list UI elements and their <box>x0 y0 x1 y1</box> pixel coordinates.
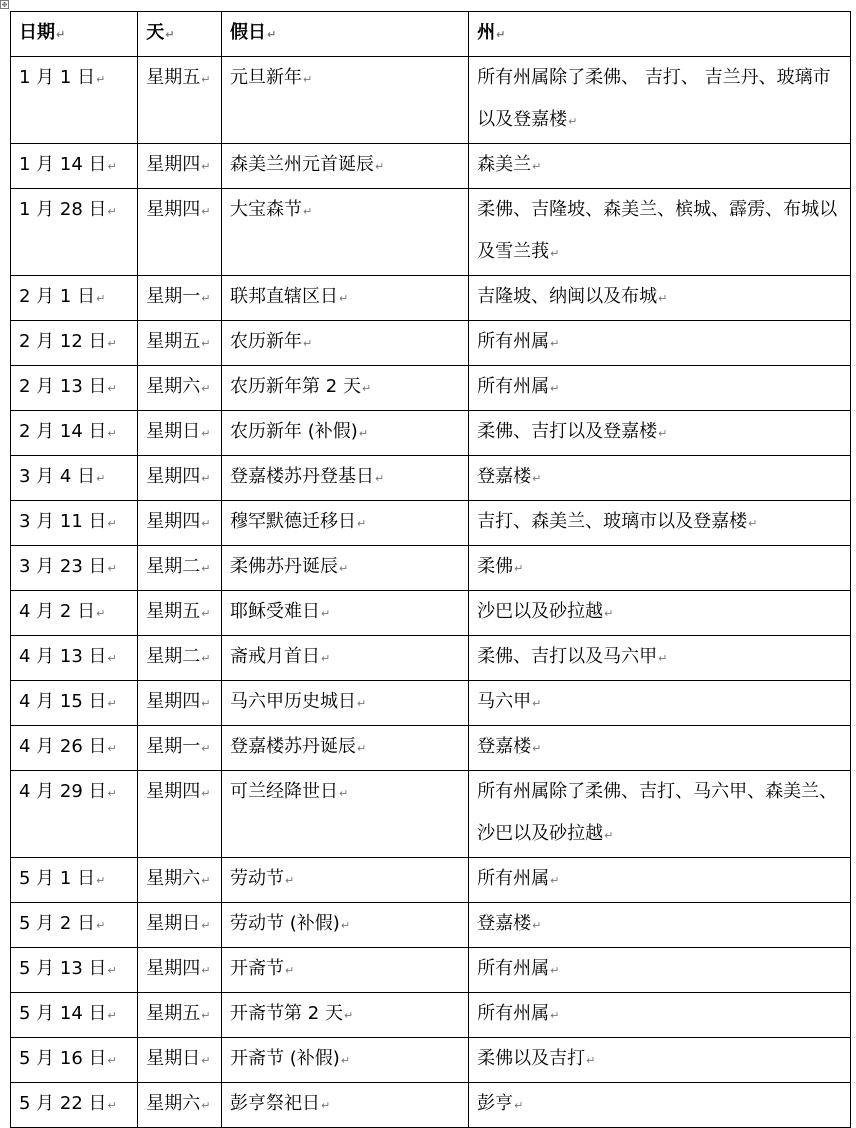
date-cell: 3 月 11 日↵ <box>11 501 138 546</box>
date-cell: 4 月 26 日↵ <box>11 726 138 771</box>
day-cell: 星期四↵ <box>138 948 222 993</box>
holiday-cell: 马六甲历史城日↵ <box>222 681 469 726</box>
date-cell: 4 月 13 日↵ <box>11 636 138 681</box>
table-row <box>11 321 851 366</box>
holiday-cell: 农历新年 (补假)↵ <box>222 411 469 456</box>
day-cell: 星期四↵ <box>138 501 222 546</box>
day-cell: 星期六↵ <box>138 858 222 903</box>
state-cell: 彭亨↵ <box>469 1083 851 1128</box>
header-state: 州↵ <box>469 12 851 57</box>
table-row <box>11 189 851 276</box>
day-cell: 星期五↵ <box>138 57 222 144</box>
state-cell: 吉打、森美兰、玻璃市以及登嘉楼↵ <box>469 501 851 546</box>
holiday-cell: 农历新年第 2 天↵ <box>222 366 469 411</box>
holiday-cell: 开斋节 (补假)↵ <box>222 1038 469 1083</box>
table-row <box>11 636 851 681</box>
state-cell: 所有州属除了柔佛、吉打、马六甲、森美兰、沙巴以及砂拉越↵ <box>469 771 851 858</box>
day-cell: 星期二↵ <box>138 546 222 591</box>
table-row <box>11 366 851 411</box>
date-cell: 3 月 23 日↵ <box>11 546 138 591</box>
state-cell: 柔佛以及吉打↵ <box>469 1038 851 1083</box>
state-cell: 所有州属↵ <box>469 321 851 366</box>
day-cell: 星期五↵ <box>138 591 222 636</box>
state-cell: 柔佛、吉打以及登嘉楼↵ <box>469 411 851 456</box>
state-cell: 所有州属除了柔佛、 吉打、 吉兰丹、玻璃市以及登嘉楼↵ <box>469 57 851 144</box>
holiday-cell: 穆罕默德迁移日↵ <box>222 501 469 546</box>
state-cell: 吉隆坡、纳闽以及布城↵ <box>469 276 851 321</box>
day-cell: 星期日↵ <box>138 411 222 456</box>
table-row <box>11 501 851 546</box>
state-cell: 柔佛↵ <box>469 546 851 591</box>
state-cell: 柔佛、吉隆坡、森美兰、槟城、霹雳、布城以及雪兰莪↵ <box>469 189 851 276</box>
date-cell: 5 月 16 日↵ <box>11 1038 138 1083</box>
date-cell: 2 月 12 日↵ <box>11 321 138 366</box>
holiday-cell: 农历新年↵ <box>222 321 469 366</box>
day-cell: 星期六↵ <box>138 1083 222 1128</box>
date-cell: 5 月 22 日↵ <box>11 1083 138 1128</box>
date-cell: 4 月 2 日↵ <box>11 591 138 636</box>
holiday-cell: 登嘉楼苏丹诞辰↵ <box>222 726 469 771</box>
holiday-cell: 可兰经降世日↵ <box>222 771 469 858</box>
day-cell: 星期四↵ <box>138 681 222 726</box>
holiday-cell: 开斋节↵ <box>222 948 469 993</box>
table-row <box>11 144 851 189</box>
holiday-cell: 劳动节↵ <box>222 858 469 903</box>
table-row <box>11 1083 851 1128</box>
holiday-cell: 斋戒月首日↵ <box>222 636 469 681</box>
date-cell: 4 月 29 日↵ <box>11 771 138 858</box>
table-row <box>11 858 851 903</box>
date-cell: 5 月 1 日↵ <box>11 858 138 903</box>
date-cell: 1 月 14 日↵ <box>11 144 138 189</box>
date-cell: 2 月 13 日↵ <box>11 366 138 411</box>
date-cell: 2 月 14 日↵ <box>11 411 138 456</box>
table-row <box>11 57 851 144</box>
holiday-cell: 柔佛苏丹诞辰↵ <box>222 546 469 591</box>
holiday-cell: 元旦新年↵ <box>222 57 469 144</box>
state-cell: 所有州属↵ <box>469 858 851 903</box>
state-cell: 马六甲↵ <box>469 681 851 726</box>
state-cell: 登嘉楼↵ <box>469 903 851 948</box>
state-cell: 柔佛、吉打以及马六甲↵ <box>469 636 851 681</box>
table-row <box>11 546 851 591</box>
table-row <box>11 276 851 321</box>
table-row <box>11 456 851 501</box>
table-row <box>11 1038 851 1083</box>
day-cell: 星期四↵ <box>138 456 222 501</box>
date-cell: 5 月 14 日↵ <box>11 993 138 1038</box>
table-row <box>11 411 851 456</box>
date-cell: 4 月 15 日↵ <box>11 681 138 726</box>
holiday-cell: 联邦直辖区日↵ <box>222 276 469 321</box>
state-cell: 森美兰↵ <box>469 144 851 189</box>
table-row <box>11 591 851 636</box>
header-day: 天↵ <box>138 12 222 57</box>
day-cell: 星期五↵ <box>138 321 222 366</box>
day-cell: 星期一↵ <box>138 726 222 771</box>
header-holiday: 假日↵ <box>222 12 469 57</box>
table-body <box>11 57 851 1128</box>
table-header-row <box>11 12 851 57</box>
day-cell: 星期一↵ <box>138 276 222 321</box>
day-cell: 星期日↵ <box>138 1038 222 1083</box>
state-cell: 登嘉楼↵ <box>469 726 851 771</box>
header-date: 日期↵ <box>11 12 138 57</box>
state-cell: 沙巴以及砂拉越↵ <box>469 591 851 636</box>
table-row <box>11 726 851 771</box>
table-row <box>11 948 851 993</box>
holiday-cell: 劳动节 (补假)↵ <box>222 903 469 948</box>
date-cell: 1 月 1 日↵ <box>11 57 138 144</box>
holiday-cell: 大宝森节↵ <box>222 189 469 276</box>
date-cell: 5 月 2 日↵ <box>11 903 138 948</box>
day-cell: 星期日↵ <box>138 903 222 948</box>
day-cell: 星期二↵ <box>138 636 222 681</box>
table-row <box>11 681 851 726</box>
table-row <box>11 771 851 858</box>
date-cell: 5 月 13 日↵ <box>11 948 138 993</box>
holiday-cell: 彭亨祭祀日↵ <box>222 1083 469 1128</box>
table-move-handle-icon[interactable]: ✥ <box>1 1 8 9</box>
day-cell: 星期五↵ <box>138 993 222 1038</box>
holiday-cell: 耶稣受难日↵ <box>222 591 469 636</box>
date-cell: 1 月 28 日↵ <box>11 189 138 276</box>
state-cell: 登嘉楼↵ <box>469 456 851 501</box>
state-cell: 所有州属↵ <box>469 366 851 411</box>
table-row <box>11 993 851 1038</box>
holiday-cell: 登嘉楼苏丹登基日↵ <box>222 456 469 501</box>
state-cell: 所有州属↵ <box>469 948 851 993</box>
holiday-cell: 森美兰州元首诞辰↵ <box>222 144 469 189</box>
day-cell: 星期六↵ <box>138 366 222 411</box>
day-cell: 星期四↵ <box>138 771 222 858</box>
day-cell: 星期四↵ <box>138 144 222 189</box>
state-cell: 所有州属↵ <box>469 993 851 1038</box>
holiday-table <box>10 11 851 1128</box>
day-cell: 星期四↵ <box>138 189 222 276</box>
date-cell: 2 月 1 日↵ <box>11 276 138 321</box>
table-row <box>11 903 851 948</box>
holiday-cell: 开斋节第 2 天↵ <box>222 993 469 1038</box>
date-cell: 3 月 4 日↵ <box>11 456 138 501</box>
